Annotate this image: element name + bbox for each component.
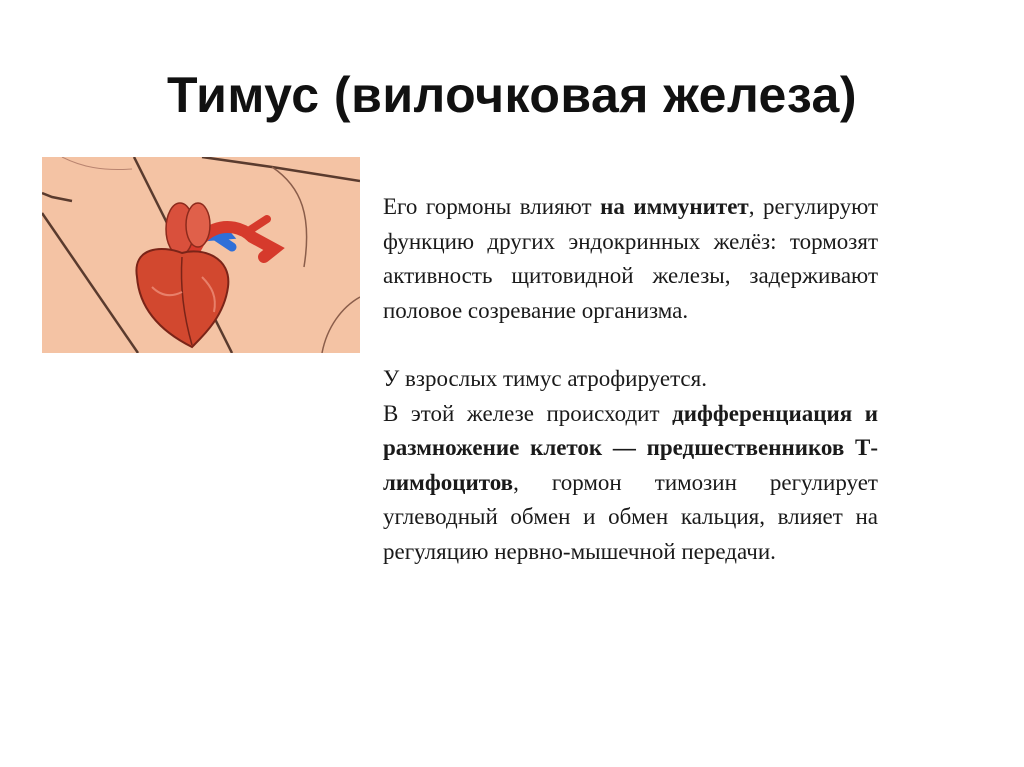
text-span: В этой железе происходит — [383, 400, 673, 426]
paragraph-atrophy: У взрослых тимус атрофируется. — [383, 366, 707, 391]
text-span: , гормон тимозин регулирует углеводный обмен и обмен кальция, влияет на регуляцию нервно-мышечной передачи. — [383, 469, 878, 564]
bold-text-immunity: на иммунитет — [600, 194, 749, 219]
text-span: , регулируют функцию других эндокринных желёз: тормозят активность щитовидной железы, задерживают половое созревание организма. — [383, 194, 879, 323]
heart-thymus-icon — [42, 157, 360, 353]
paragraph-hormones — [383, 190, 878, 328]
content-text — [383, 190, 878, 569]
slide-title: Тимус (вилочковая железа) — [166, 67, 858, 123]
heart-thymus-illustration — [42, 157, 360, 353]
text-span: Его гормоны влияют — [383, 194, 601, 219]
paragraph-differentiation — [383, 397, 878, 570]
bold-text-differentiation: дифференциация и размножение клеток — предшественников Т-лимфоцитов — [383, 400, 878, 495]
spacer — [383, 328, 878, 362]
